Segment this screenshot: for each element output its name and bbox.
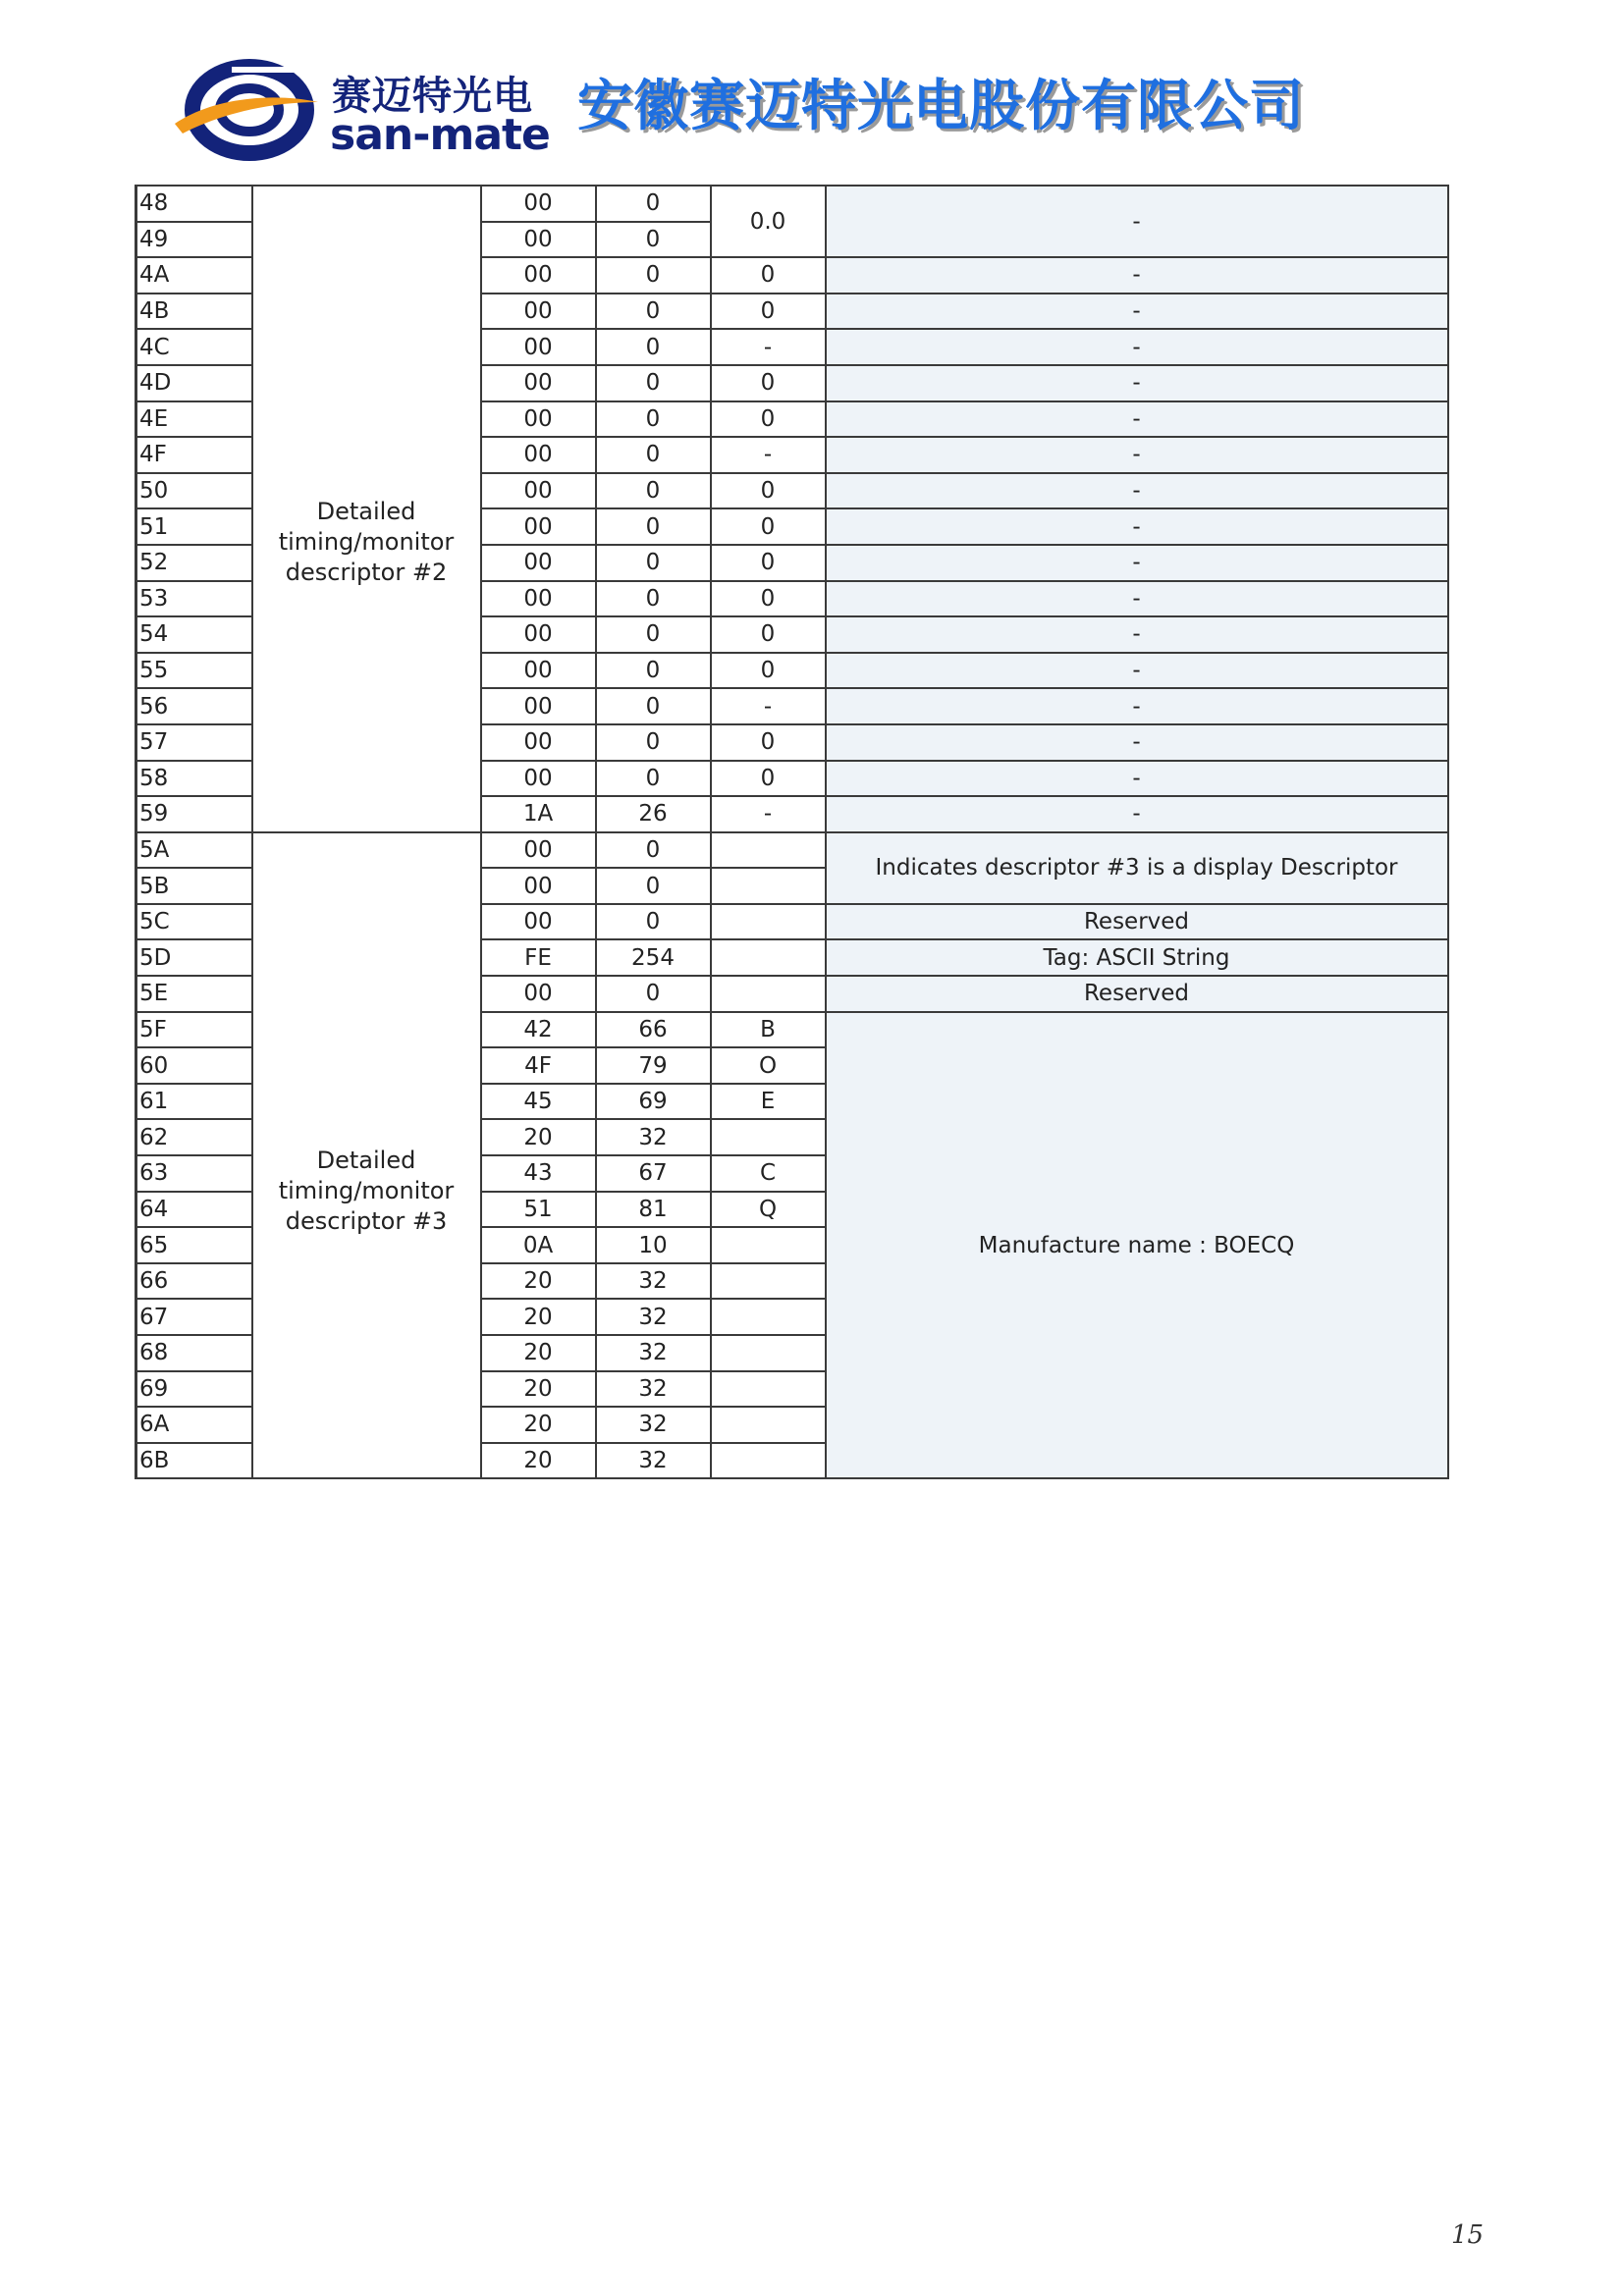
hex-cell: 20 xyxy=(481,1407,596,1443)
dec-cell: 32 xyxy=(596,1371,711,1408)
value-cell: 0 xyxy=(711,653,826,689)
value-cell: 0 xyxy=(711,401,826,438)
hex-cell: 00 xyxy=(481,222,596,258)
dec-cell: 0 xyxy=(596,688,711,724)
dec-cell: 10 xyxy=(596,1227,711,1263)
description-cell: - xyxy=(826,653,1448,689)
description-cell: - xyxy=(826,508,1448,545)
address-cell: 67 xyxy=(136,1299,252,1335)
hex-cell: 4F xyxy=(481,1047,596,1084)
dec-cell: 32 xyxy=(596,1119,711,1155)
value-cell xyxy=(711,939,826,976)
dec-cell: 0 xyxy=(596,222,711,258)
manufacture-name-cell: Manufacture name : BOECQ xyxy=(826,1012,1448,1479)
page-header xyxy=(173,57,1449,165)
description-cell: Indicates descriptor #3 is a display Descriptor xyxy=(826,832,1448,904)
address-cell: 54 xyxy=(136,616,252,653)
description-cell: - xyxy=(826,724,1448,761)
value-cell xyxy=(711,1371,826,1408)
address-cell: 5A xyxy=(136,832,252,869)
value-cell: 0.0 xyxy=(711,186,826,257)
value-cell xyxy=(711,1407,826,1443)
address-cell: 53 xyxy=(136,581,252,617)
address-cell: 69 xyxy=(136,1371,252,1408)
dec-cell: 0 xyxy=(596,761,711,797)
value-cell: - xyxy=(711,437,826,473)
description-cell: - xyxy=(826,616,1448,653)
value-cell: C xyxy=(711,1155,826,1192)
dec-cell: 32 xyxy=(596,1443,711,1479)
table-row xyxy=(136,186,1448,222)
dec-cell: 0 xyxy=(596,832,711,869)
description-cell: - xyxy=(826,437,1448,473)
value-cell xyxy=(711,1227,826,1263)
hex-cell: 00 xyxy=(481,976,596,1012)
value-cell: B xyxy=(711,1012,826,1048)
hex-cell: 51 xyxy=(481,1192,596,1228)
description-cell: - xyxy=(826,581,1448,617)
dec-cell: 0 xyxy=(596,508,711,545)
hex-cell: 00 xyxy=(481,653,596,689)
hex-cell: FE xyxy=(481,939,596,976)
table-row xyxy=(136,832,1448,869)
hex-cell: 00 xyxy=(481,724,596,761)
value-cell xyxy=(711,976,826,1012)
value-cell: 0 xyxy=(711,508,826,545)
hex-cell: 00 xyxy=(481,365,596,401)
brand-name-en: san-mate xyxy=(330,110,550,160)
address-cell: 48 xyxy=(136,186,252,222)
address-cell: 65 xyxy=(136,1227,252,1263)
hex-cell: 00 xyxy=(481,616,596,653)
dec-cell: 67 xyxy=(596,1155,711,1192)
hex-cell: 20 xyxy=(481,1335,596,1371)
hex-cell: 00 xyxy=(481,688,596,724)
hex-cell: 00 xyxy=(481,581,596,617)
value-cell xyxy=(711,1335,826,1371)
hex-cell: 1A xyxy=(481,796,596,832)
address-cell: 6A xyxy=(136,1407,252,1443)
address-cell: 5C xyxy=(136,904,252,940)
san-mate-logo-icon xyxy=(173,59,320,161)
brand-name-cn: 赛迈特光电 xyxy=(332,74,533,119)
value-cell: - xyxy=(711,329,826,365)
hex-cell: 00 xyxy=(481,761,596,797)
address-cell: 56 xyxy=(136,688,252,724)
description-cell: - xyxy=(826,365,1448,401)
hex-cell: 00 xyxy=(481,904,596,940)
address-cell: 5B xyxy=(136,868,252,904)
value-cell: - xyxy=(711,796,826,832)
address-cell: 68 xyxy=(136,1335,252,1371)
edid-table xyxy=(135,185,1449,1479)
dec-cell: 0 xyxy=(596,581,711,617)
description-cell: - xyxy=(826,761,1448,797)
dec-cell: 32 xyxy=(596,1263,711,1300)
hex-cell: 43 xyxy=(481,1155,596,1192)
description-cell: - xyxy=(826,329,1448,365)
dec-cell: 0 xyxy=(596,257,711,294)
address-cell: 60 xyxy=(136,1047,252,1084)
hex-cell: 20 xyxy=(481,1263,596,1300)
address-cell: 4B xyxy=(136,294,252,330)
address-cell: 57 xyxy=(136,724,252,761)
value-cell xyxy=(711,1263,826,1300)
address-cell: 4F xyxy=(136,437,252,473)
address-cell: 52 xyxy=(136,545,252,581)
dec-cell: 0 xyxy=(596,724,711,761)
dec-cell: 32 xyxy=(596,1299,711,1335)
value-cell: 0 xyxy=(711,473,826,509)
section-label-descriptor-3: Detailed timing/monitor descriptor #3 xyxy=(252,832,481,1479)
hex-cell: 00 xyxy=(481,401,596,438)
address-cell: 49 xyxy=(136,222,252,258)
value-cell xyxy=(711,868,826,904)
address-cell: 59 xyxy=(136,796,252,832)
hex-cell: 20 xyxy=(481,1443,596,1479)
dec-cell: 66 xyxy=(596,1012,711,1048)
dec-cell: 81 xyxy=(596,1192,711,1228)
value-cell xyxy=(711,1299,826,1335)
address-cell: 61 xyxy=(136,1084,252,1120)
description-cell: Tag: ASCII String xyxy=(826,939,1448,976)
dec-cell: 0 xyxy=(596,473,711,509)
value-cell xyxy=(711,1443,826,1479)
hex-cell: 20 xyxy=(481,1119,596,1155)
hex-cell: 00 xyxy=(481,186,596,222)
dec-cell: 0 xyxy=(596,545,711,581)
value-cell: 0 xyxy=(711,365,826,401)
description-cell: - xyxy=(826,688,1448,724)
hex-cell: 00 xyxy=(481,294,596,330)
address-cell: 50 xyxy=(136,473,252,509)
section-label-descriptor-2: Detailed timing/monitor descriptor #2 xyxy=(252,186,481,832)
dec-cell: 0 xyxy=(596,904,711,940)
value-cell: 0 xyxy=(711,616,826,653)
page-number: 15 xyxy=(1451,2220,1485,2250)
address-cell: 63 xyxy=(136,1155,252,1192)
company-name: 安徽赛迈特光电股份有限公司 xyxy=(577,75,1305,138)
hex-cell: 00 xyxy=(481,329,596,365)
address-cell: 51 xyxy=(136,508,252,545)
address-cell: 4C xyxy=(136,329,252,365)
value-cell xyxy=(711,1119,826,1155)
dec-cell: 0 xyxy=(596,329,711,365)
description-cell: - xyxy=(826,294,1448,330)
description-cell: - xyxy=(826,796,1448,832)
hex-cell: 00 xyxy=(481,473,596,509)
value-cell: 0 xyxy=(711,724,826,761)
address-cell: 4E xyxy=(136,401,252,438)
dec-cell: 32 xyxy=(596,1335,711,1371)
address-cell: 64 xyxy=(136,1192,252,1228)
dec-cell: 0 xyxy=(596,616,711,653)
address-cell: 4D xyxy=(136,365,252,401)
hex-cell: 00 xyxy=(481,545,596,581)
description-cell: - xyxy=(826,257,1448,294)
value-cell: 0 xyxy=(711,761,826,797)
dec-cell: 32 xyxy=(596,1407,711,1443)
address-cell: 5E xyxy=(136,976,252,1012)
value-cell: - xyxy=(711,688,826,724)
description-cell: - xyxy=(826,186,1448,257)
description-cell: - xyxy=(826,401,1448,438)
hex-cell: 00 xyxy=(481,868,596,904)
dec-cell: 69 xyxy=(596,1084,711,1120)
description-cell: - xyxy=(826,473,1448,509)
hex-cell: 00 xyxy=(481,437,596,473)
address-cell: 55 xyxy=(136,653,252,689)
value-cell: 0 xyxy=(711,294,826,330)
address-cell: 66 xyxy=(136,1263,252,1300)
value-cell: 0 xyxy=(711,257,826,294)
hex-cell: 20 xyxy=(481,1299,596,1335)
value-cell: 0 xyxy=(711,581,826,617)
hex-cell: 00 xyxy=(481,257,596,294)
dec-cell: 0 xyxy=(596,437,711,473)
hex-cell: 42 xyxy=(481,1012,596,1048)
hex-cell: 00 xyxy=(481,508,596,545)
hex-cell: 0A xyxy=(481,1227,596,1263)
value-cell: 0 xyxy=(711,545,826,581)
dec-cell: 0 xyxy=(596,294,711,330)
value-cell: O xyxy=(711,1047,826,1084)
description-cell: Reserved xyxy=(826,976,1448,1012)
value-cell: E xyxy=(711,1084,826,1120)
description-cell: - xyxy=(826,545,1448,581)
value-cell xyxy=(711,904,826,940)
dec-cell: 0 xyxy=(596,868,711,904)
address-cell: 58 xyxy=(136,761,252,797)
description-cell: Reserved xyxy=(826,904,1448,940)
address-cell: 5F xyxy=(136,1012,252,1048)
dec-cell: 26 xyxy=(596,796,711,832)
hex-cell: 20 xyxy=(481,1371,596,1408)
dec-cell: 0 xyxy=(596,653,711,689)
dec-cell: 254 xyxy=(596,939,711,976)
address-cell: 6B xyxy=(136,1443,252,1479)
dec-cell: 79 xyxy=(596,1047,711,1084)
dec-cell: 0 xyxy=(596,365,711,401)
address-cell: 62 xyxy=(136,1119,252,1155)
value-cell: Q xyxy=(711,1192,826,1228)
dec-cell: 0 xyxy=(596,401,711,438)
address-cell: 5D xyxy=(136,939,252,976)
address-cell: 4A xyxy=(136,257,252,294)
hex-cell: 00 xyxy=(481,832,596,869)
dec-cell: 0 xyxy=(596,186,711,222)
dec-cell: 0 xyxy=(596,976,711,1012)
value-cell xyxy=(711,832,826,869)
hex-cell: 45 xyxy=(481,1084,596,1120)
